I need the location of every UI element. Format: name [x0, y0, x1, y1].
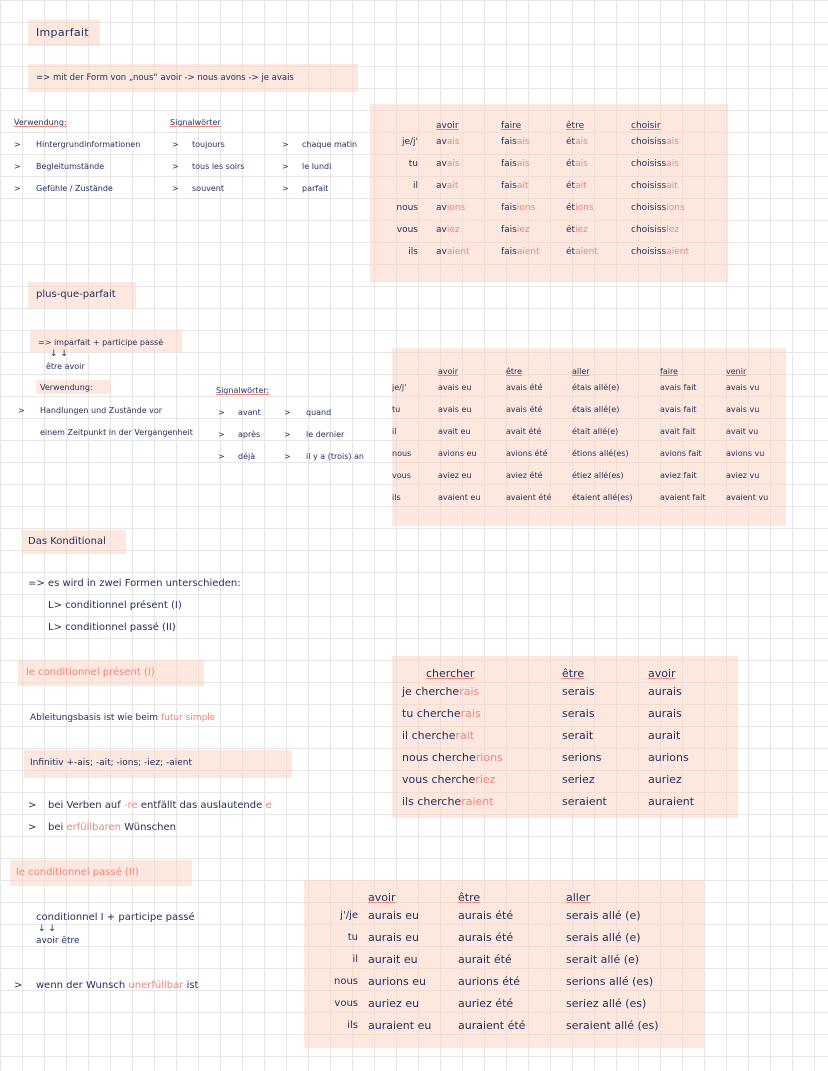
- pqp-signal-word: avant: [238, 408, 261, 417]
- conjugation-cell: auriez eu: [368, 996, 420, 1010]
- conjugation-cell: choisissais: [631, 137, 679, 147]
- conjugation-cell: faisaient: [501, 247, 540, 257]
- conjugation-cell: avait été: [506, 426, 542, 436]
- verb-header: avoir: [438, 367, 459, 376]
- conjugation-cell: il chercherait: [402, 728, 475, 742]
- passe-table: [316, 888, 696, 1036]
- conjugation-cell: aurait: [648, 728, 681, 742]
- conjugation-cell: serais allé (e): [566, 930, 641, 944]
- imparfait-table: [376, 115, 721, 263]
- pronoun: ils: [347, 1019, 358, 1031]
- conjugation-cell: vous chercheriez: [402, 772, 496, 786]
- conjugation-cell: avaient: [436, 247, 470, 257]
- passe-rule: wenn der Wunsch unerfüllbar ist: [36, 980, 199, 991]
- present-table: [402, 664, 744, 812]
- imparfait-usage-item: Gefühle / Zustände: [36, 184, 113, 193]
- conjugation-cell: avais vu: [726, 404, 760, 414]
- verb-header: avoir: [648, 667, 676, 680]
- conjugation-cell: avions vu: [726, 448, 765, 458]
- conjugation-cell: choisissais: [631, 159, 679, 169]
- pronoun: il: [352, 953, 358, 965]
- imparfait-usage-heading: Verwendung:: [14, 118, 67, 127]
- pronoun: tu: [347, 931, 358, 943]
- pronoun: il: [392, 426, 397, 436]
- table-row: [316, 992, 696, 1014]
- pqp-signal-word: déjà: [238, 452, 256, 461]
- conjugation-cell: étaient: [566, 247, 598, 257]
- conjugation-cell: choisissiez: [631, 225, 679, 235]
- imparfait-signal-heading: Signalwörter: [170, 118, 221, 127]
- passe-title: le conditionnel passé (II): [16, 867, 139, 878]
- pqp-signal-word: le dernier: [306, 430, 345, 439]
- pqp-aux: être avoir: [46, 362, 85, 371]
- conjugation-cell: étais allé(e): [572, 382, 620, 392]
- conjugation-cell: avait: [436, 181, 459, 191]
- pqp-usage-line: Handlungen und Zustände vor: [40, 406, 163, 415]
- conjugation-cell: serait: [562, 728, 594, 742]
- table-row: [392, 486, 782, 508]
- bullet: >: [28, 800, 37, 811]
- conjugation-cell: aurais: [648, 684, 682, 698]
- table-row: [376, 241, 721, 263]
- verb-header: aller: [566, 891, 591, 904]
- pqp-usage-line: einem Zeitpunkt in der Vergangenheit: [40, 428, 193, 437]
- conjugation-cell: aurait eu: [368, 952, 418, 966]
- conjugation-cell: choisissait: [631, 181, 678, 191]
- bullet: >: [282, 140, 289, 149]
- verb-header: être: [562, 667, 585, 680]
- conjugation-cell: avait fait: [660, 426, 696, 436]
- table-row: [316, 970, 696, 992]
- conjugation-cell: serions: [562, 750, 602, 764]
- bullet: >: [18, 406, 25, 415]
- conjugation-cell: serions allé (es): [566, 974, 654, 988]
- pronoun: nous: [333, 975, 358, 987]
- table-row: [402, 724, 744, 746]
- bullet: >: [14, 980, 23, 991]
- conjugation-cell: aviez vu: [726, 470, 760, 480]
- conjugation-cell: étais: [566, 137, 588, 147]
- conjugation-cell: faisais: [501, 137, 530, 147]
- table-row: [376, 197, 721, 219]
- verb-header: choisir: [631, 121, 661, 131]
- konditional-line: => es wird in zwei Formen unterschieden:: [28, 578, 241, 589]
- pqp-signal-word: quand: [306, 408, 332, 417]
- verb-header: faire: [501, 121, 522, 131]
- pronoun: ils: [408, 247, 418, 257]
- pronoun: vous: [392, 470, 411, 480]
- verb-header: être: [458, 891, 481, 904]
- conjugation-cell: avais fait: [660, 382, 697, 392]
- imparfait-formation: => mit der Form von „nous“ avoir -> nous avons -> je avais: [36, 73, 294, 83]
- table-row: [316, 948, 696, 970]
- conjugation-cell: avaient fait: [660, 492, 706, 502]
- passe-aux: avoir être: [36, 936, 80, 946]
- conjugation-cell: étaient allé(es): [572, 492, 633, 502]
- conjugation-cell: avais eu: [438, 404, 472, 414]
- conjugation-cell: aviez eu: [438, 470, 472, 480]
- pqp-title: plus-que-parfait: [36, 289, 116, 300]
- conjugation-cell: avions fait: [660, 448, 702, 458]
- imparfait-usage-item: Hintergrundinformationen: [36, 140, 141, 149]
- present-endings: Infinitiv +-ais; -ait; -ions; -iez; -aient: [30, 758, 192, 768]
- conjugation-cell: avais été: [506, 404, 543, 414]
- conjugation-cell: serais allé (e): [566, 908, 641, 922]
- pronoun: j'/je: [340, 909, 358, 921]
- imparfait-signal-word: tous les soirs: [192, 162, 245, 171]
- pronoun: tu: [408, 159, 418, 169]
- pqp-arrows: ↓ ↓: [50, 349, 68, 359]
- conjugation-cell: choisissions: [631, 203, 685, 213]
- pronoun: tu: [392, 404, 401, 414]
- bullet: >: [172, 140, 179, 149]
- konditional-line: L> conditionnel passé (II): [48, 622, 176, 633]
- pronoun: vous: [334, 997, 358, 1009]
- conjugation-cell: faisait: [501, 181, 529, 191]
- table-row: [376, 175, 721, 197]
- bullet: >: [218, 430, 225, 439]
- imparfait-title: Imparfait: [36, 26, 89, 39]
- conjugation-cell: faisais: [501, 159, 530, 169]
- table-row: [402, 702, 744, 724]
- conjugation-cell: faisions: [501, 203, 536, 213]
- conjugation-cell: avaient été: [506, 492, 552, 502]
- conjugation-cell: choisissaient: [631, 247, 690, 257]
- conjugation-cell: serais: [562, 706, 595, 720]
- conjugation-cell: nous chercherions: [402, 750, 503, 764]
- bullet: >: [14, 184, 21, 193]
- table-row: [392, 420, 782, 442]
- bullet: >: [282, 162, 289, 171]
- pronoun: ils: [392, 492, 401, 502]
- conjugation-cell: aviez été: [506, 470, 543, 480]
- table-row: [392, 464, 782, 486]
- pronoun: nous: [392, 448, 412, 458]
- bullet: >: [172, 162, 179, 171]
- conjugation-cell: avait eu: [438, 426, 471, 436]
- passe-formation: conditionnel I + participe passé: [36, 912, 195, 923]
- pqp-table: [392, 360, 782, 508]
- present-rule: bei Verben auf -re entfällt das auslautende e: [48, 800, 272, 811]
- table-row: [392, 398, 782, 420]
- conjugation-cell: avions eu: [438, 448, 477, 458]
- conjugation-cell: aviez: [436, 225, 460, 235]
- bullet: >: [218, 408, 225, 417]
- bullet: >: [284, 452, 291, 461]
- conjugation-cell: auraient été: [458, 1018, 526, 1032]
- imparfait-signal-word: chaque matin: [302, 140, 358, 149]
- conjugation-cell: avais eu: [438, 382, 472, 392]
- verb-header: venir: [726, 367, 747, 376]
- pqp-signal-word: après: [238, 430, 261, 439]
- table-row: [392, 442, 782, 464]
- imparfait-signal-word: souvent: [192, 184, 224, 193]
- bullet: >: [14, 140, 21, 149]
- table-row: [316, 904, 696, 926]
- conjugation-cell: ils chercheraient: [402, 794, 494, 808]
- conjugation-cell: serait allé (e): [566, 952, 640, 966]
- verb-header: aller: [572, 367, 590, 376]
- conjugation-cell: auriez: [648, 772, 682, 786]
- conjugation-cell: aviez fait: [660, 470, 697, 480]
- bullet: >: [14, 162, 21, 171]
- conjugation-cell: aurais eu: [368, 930, 419, 944]
- passe-arrows: ↓ ↓: [38, 924, 56, 934]
- table-row: [392, 376, 782, 398]
- table-row: [402, 768, 744, 790]
- conjugation-cell: aurais: [648, 706, 682, 720]
- bullet: >: [172, 184, 179, 193]
- bullet: >: [28, 822, 37, 833]
- conjugation-cell: avais fait: [660, 404, 697, 414]
- imparfait-signal-word: parfait: [302, 184, 329, 193]
- verb-header: faire: [660, 367, 678, 376]
- conjugation-cell: seriez allé (es): [566, 996, 647, 1010]
- pronoun: il: [412, 181, 418, 191]
- conjugation-cell: seraient allé (es): [566, 1018, 659, 1032]
- conjugation-cell: auriez été: [458, 996, 514, 1010]
- imparfait-signal-word: le lundi: [302, 162, 332, 171]
- conjugation-cell: avait vu: [726, 426, 759, 436]
- conjugation-cell: avais vu: [726, 382, 760, 392]
- conjugation-cell: était: [566, 181, 587, 191]
- conjugation-cell: aurait été: [458, 952, 512, 966]
- konditional-title: Das Konditional: [28, 536, 106, 547]
- conjugation-cell: tu chercherais: [402, 706, 481, 720]
- conjugation-cell: seraient: [562, 794, 607, 808]
- conjugation-cell: avaient vu: [726, 492, 769, 502]
- table-row: [376, 219, 721, 241]
- konditional-line: L> conditionnel présent (I): [48, 600, 182, 611]
- verb-header: chercher: [426, 667, 475, 680]
- conjugation-cell: étiez allé(es): [572, 470, 624, 480]
- bullet: >: [218, 452, 225, 461]
- present-basis: Ableitungsbasis ist wie beim futur simple: [30, 713, 216, 723]
- conjugation-cell: avions: [436, 203, 466, 213]
- bullet: >: [284, 408, 291, 417]
- conjugation-cell: avaient eu: [438, 492, 481, 502]
- table-row: [316, 1014, 696, 1036]
- conjugation-cell: avais: [436, 159, 460, 169]
- verb-header: être: [506, 367, 523, 376]
- conjugation-cell: auraient eu: [368, 1018, 432, 1032]
- conjugation-cell: étiez: [566, 225, 588, 235]
- conjugation-cell: aurions été: [458, 974, 521, 988]
- pronoun: je/j': [392, 382, 407, 392]
- conjugation-cell: aurais été: [458, 908, 514, 922]
- conjugation-cell: seriez: [562, 772, 595, 786]
- conjugation-cell: étais: [566, 159, 588, 169]
- pronoun: nous: [396, 203, 418, 213]
- conjugation-cell: avais été: [506, 382, 543, 392]
- conjugation-cell: faisiez: [501, 225, 530, 235]
- pqp-signal-word: il y a (trois) an: [306, 452, 365, 461]
- pronoun: vous: [396, 225, 418, 235]
- conjugation-cell: auraient: [648, 794, 695, 808]
- conjugation-cell: aurais été: [458, 930, 514, 944]
- conjugation-cell: étions: [566, 203, 594, 213]
- bullet: >: [282, 184, 289, 193]
- present-rule: bei erfüllbaren Wünschen: [48, 822, 176, 833]
- pqp-formation: => imparfait + participe passé: [38, 338, 164, 347]
- conjugation-cell: serais: [562, 684, 595, 698]
- bullet: >: [284, 430, 291, 439]
- table-row: [402, 746, 744, 768]
- verb-header: avoir: [368, 891, 396, 904]
- table-row: [376, 131, 721, 153]
- pqp-usage-heading: Verwendung:: [40, 383, 93, 392]
- conjugation-cell: aurions eu: [368, 974, 426, 988]
- verb-header: être: [566, 121, 585, 131]
- conjugation-cell: était allé(e): [572, 426, 619, 436]
- table-row: [402, 680, 744, 702]
- conjugation-cell: étais allé(e): [572, 404, 620, 414]
- imparfait-signal-word: toujours: [192, 140, 225, 149]
- pronoun: je/j': [401, 137, 418, 147]
- verb-header: avoir: [436, 121, 459, 131]
- conjugation-cell: aurais eu: [368, 908, 419, 922]
- table-row: [316, 926, 696, 948]
- table-row: [376, 153, 721, 175]
- conjugation-cell: avions été: [506, 448, 548, 458]
- pqp-signal-heading: Signalwörter:: [216, 386, 270, 395]
- conjugation-cell: aurions: [648, 750, 689, 764]
- conjugation-cell: avais: [436, 137, 460, 147]
- conjugation-cell: étions allé(es): [572, 448, 629, 458]
- table-row: [402, 790, 744, 812]
- present-title: le conditionnel présent (I): [26, 667, 155, 678]
- conjugation-cell: je chercherais: [402, 684, 480, 698]
- imparfait-usage-item: Begleitumstände: [36, 162, 105, 171]
